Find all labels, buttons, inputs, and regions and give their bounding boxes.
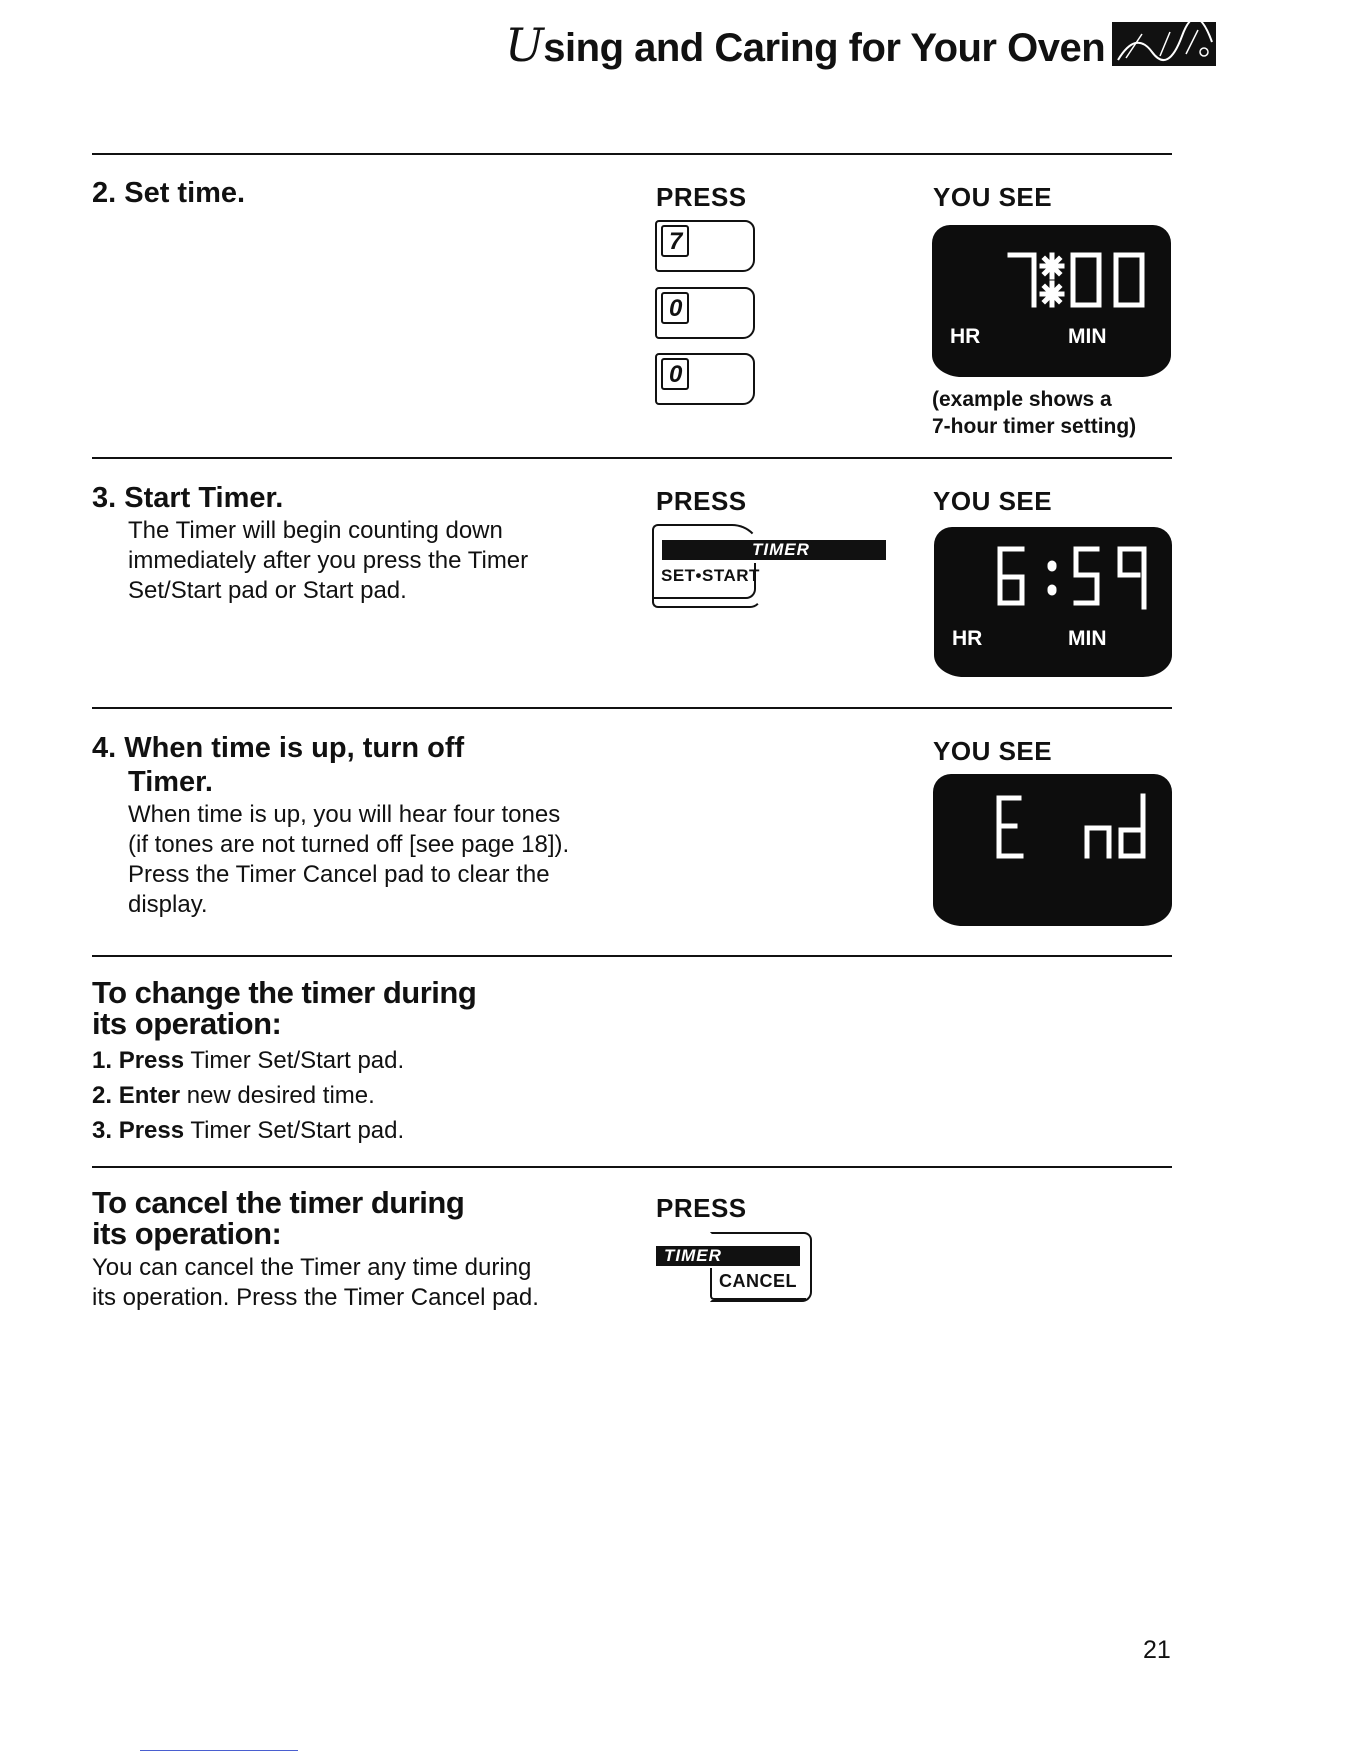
step-time-up-body-line1: When time is up, you will hear four tones — [128, 801, 561, 828]
cancel-label: CANCEL — [719, 1271, 797, 1291]
step-number: 1. — [92, 1047, 113, 1074]
display-min-label: MIN — [1068, 325, 1107, 348]
key-label: 7 — [669, 228, 683, 255]
divider — [92, 955, 1172, 957]
step-start-timer-body-line3: Set/Start pad or Start pad. — [128, 577, 407, 604]
display-end-text — [933, 773, 934, 774]
display-hr-label: HR — [950, 325, 981, 348]
example-caption-line2: 7-hour timer setting) — [932, 415, 1137, 438]
step-verb: Press — [118, 1117, 185, 1144]
display-6-59 — [934, 527, 1172, 677]
set-start-label: SET•START — [661, 566, 760, 585]
example-caption-line1: (example shows a — [932, 388, 1112, 411]
change-timer-title-line2: its operation: — [92, 1006, 282, 1041]
display-end — [933, 774, 1172, 926]
number-pad-0[interactable] — [655, 287, 755, 339]
press-label: PRESS — [656, 486, 747, 516]
cancel-timer-body-line1: You can cancel the Timer any time during — [92, 1254, 532, 1281]
display-hr-label: HR — [952, 627, 983, 650]
divider — [92, 153, 1172, 155]
divider — [92, 1166, 1172, 1168]
you-see-label: YOU SEE — [933, 486, 1053, 516]
number-pad-7[interactable] — [655, 220, 755, 272]
display-min-label: MIN — [1068, 627, 1107, 650]
step-start-timer-title: 3. Start Timer. — [92, 482, 284, 514]
timer-label: TIMER — [752, 540, 810, 559]
page-title — [505, 18, 1105, 72]
number-pad-0-second[interactable] — [655, 353, 755, 405]
step-number: 3. — [92, 1117, 113, 1144]
press-label: PRESS — [656, 182, 747, 212]
page-number: 21 — [1143, 1636, 1171, 1664]
you-see-label: YOU SEE — [933, 736, 1053, 766]
divider — [92, 707, 1172, 709]
step-set-time-title: 2. Set time. — [92, 177, 246, 209]
step-time-up-body-line3: Press the Timer Cancel pad to clear the — [128, 861, 550, 888]
step-start-timer-body-line2: immediately after you press the Timer — [128, 547, 529, 574]
key-label: 0 — [669, 295, 683, 322]
step-time-up-title-line2: Timer. — [128, 766, 213, 798]
change-timer-title-line1: To change the timer during — [92, 975, 477, 1010]
title-text: sing and Caring for Your Oven — [543, 26, 1106, 70]
step-text: new desired time. — [180, 1082, 375, 1109]
footer-link-line — [140, 1750, 298, 1751]
step-number: 2. — [92, 1082, 113, 1109]
you-see-label: YOU SEE — [933, 182, 1053, 212]
step-verb: Press — [118, 1047, 185, 1074]
step-time-up-body-line4: display. — [128, 891, 208, 918]
press-label: PRESS — [656, 1193, 747, 1223]
seven-segment-end — [933, 774, 1172, 894]
divider — [92, 457, 1172, 459]
change-step-2 — [92, 1081, 375, 1111]
cancel-timer-title-line1: To cancel the timer during — [92, 1185, 465, 1220]
timer-label: TIMER — [664, 1246, 722, 1265]
step-time-up-body-line2: (if tones are not turned off [see page 18]). — [128, 831, 570, 858]
cancel-timer-body-line2: its operation. Press the Timer Cancel pad. — [92, 1284, 539, 1311]
change-step-3 — [92, 1116, 404, 1146]
change-step-1 — [92, 1046, 404, 1076]
key-label: 0 — [669, 361, 683, 388]
cancel-timer-title-line2: its operation: — [92, 1216, 282, 1251]
seven-segment-digits — [932, 225, 1171, 335]
section-logo-icon — [1112, 22, 1216, 66]
step-start-timer-body-line1: The Timer will begin counting down — [128, 517, 503, 544]
step-time-up-title-line1: 4. When time is up, turn off — [92, 732, 465, 764]
seven-segment-digits — [934, 527, 1172, 637]
step-text: Timer Set/Start pad. — [184, 1047, 405, 1074]
timer-set-start-button[interactable] — [652, 524, 887, 610]
title-initial: U — [505, 18, 544, 72]
step-verb: Enter — [118, 1082, 181, 1109]
display-7-00 — [932, 225, 1171, 377]
timer-cancel-button[interactable] — [656, 1228, 816, 1304]
step-text: Timer Set/Start pad. — [184, 1117, 405, 1144]
